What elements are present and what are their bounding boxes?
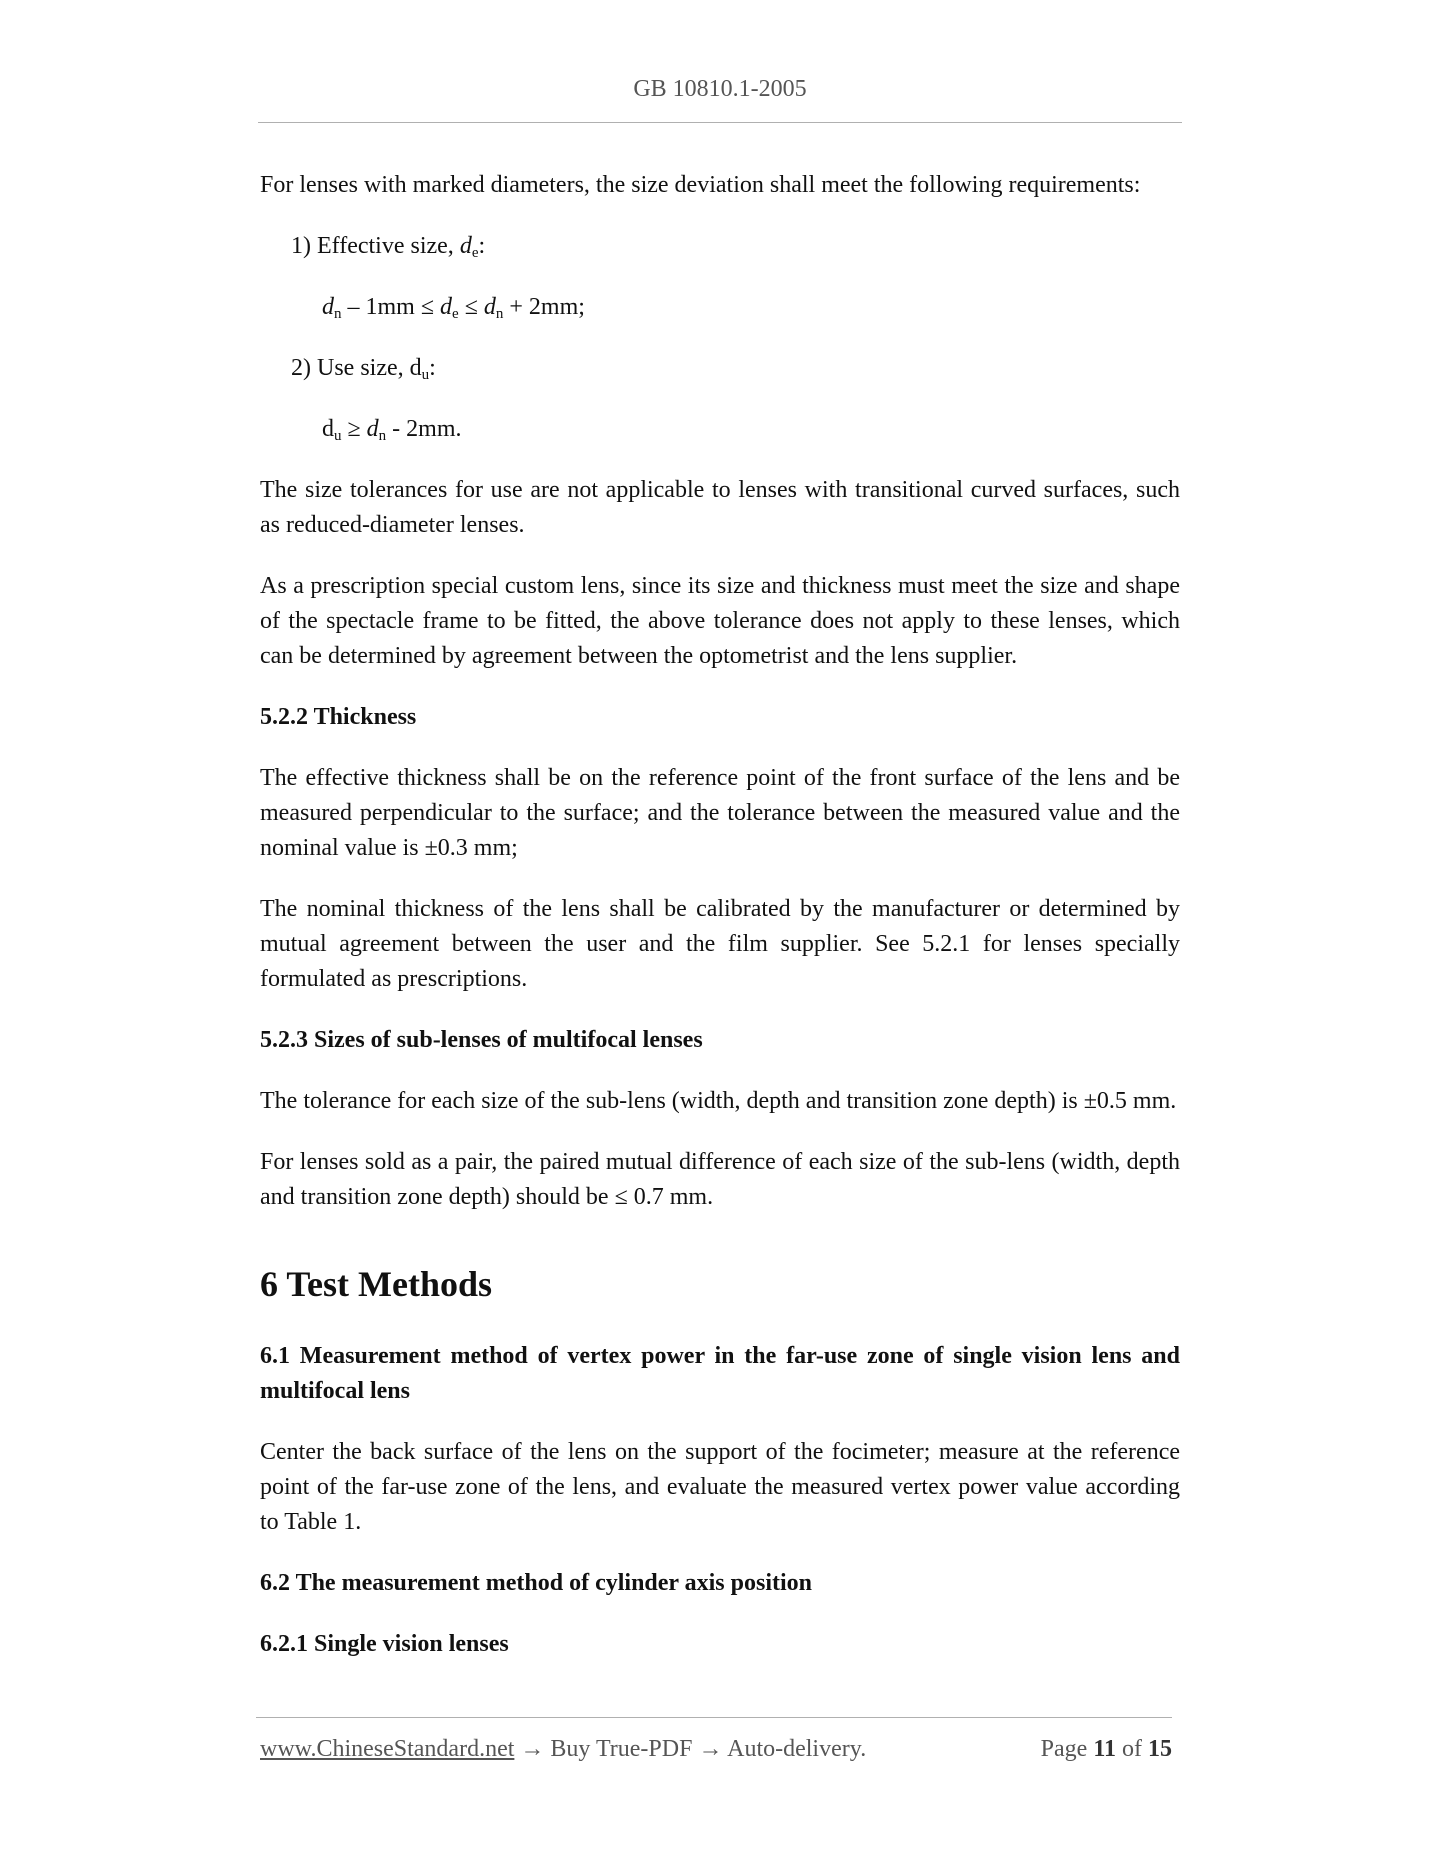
item1-sub: e: [471, 245, 479, 261]
header-divider: [258, 122, 1182, 123]
paragraph-sublens-1: The tolerance for each size of the sub-lens (width, depth and transition zone depth) is ±0.5 mm.: [260, 1088, 1177, 1114]
page-word: Page: [1040, 1736, 1094, 1762]
list-item-use-size: [260, 351, 1180, 386]
f1-sub-n: n: [334, 306, 342, 322]
formula-effective-size: [260, 290, 1180, 325]
heading-6-1: 6.1 Measurement method of vertex power in the far-use zone of single vision lens and multifocal lens: [260, 1343, 1180, 1404]
f2-text-2: - 2mm.: [386, 416, 462, 442]
f2-text-1: ≥: [341, 416, 367, 442]
footer-tagline: → Buy True-PDF → Auto-delivery.: [514, 1736, 867, 1762]
item1-colon: :: [478, 233, 486, 259]
f1-sub-e: e: [452, 306, 459, 322]
list-item-effective-size: [260, 229, 1180, 264]
heading-6-2: 6.2 The measurement method of cylinder axis position: [260, 1570, 813, 1596]
of-word: of: [1116, 1736, 1148, 1762]
f2-sub-u: u: [334, 428, 342, 444]
paragraph-thickness-2: The nominal thickness of the lens shall be calibrated by the manufacturer or determined by mutual agreement between the user and the film supplier. See 5.2.1 for lenses specially formulated as prescriptions.: [260, 896, 1180, 992]
page-current: 11: [1093, 1736, 1116, 1762]
paragraph-thickness-1: The effective thickness shall be on the reference point of the front surface of the lens and be measured perpendicular to the surface; and the tolerance between the measured value and the nominal value is ±0.3 mm;: [260, 765, 1180, 861]
item2-sub: u: [421, 367, 430, 383]
item1-label: 1) Effective size,: [291, 233, 460, 259]
page-total: 15: [1148, 1736, 1172, 1762]
page-number: [1041, 1736, 1172, 1763]
paragraph-6-1: Center the back surface of the lens on the support of the focimeter; measure at the reference point of the far-use zone of the lens, and evaluate the measured vertex power value according to Table 1.: [260, 1439, 1180, 1535]
f1-text-1: – 1mm ≤: [341, 294, 441, 320]
heading-5-2-3: 5.2.3 Sizes of sub-lenses of multifocal lenses: [260, 1027, 703, 1053]
heading-6-test-methods: 6 Test Methods: [260, 1264, 493, 1304]
f1-var-de: d: [440, 294, 453, 320]
paragraph-prescription: As a prescription special custom lens, since its size and thickness must meet the size and shape of the spectacle frame to be fitted, the above tolerance does not apply to these lenses, which can be determined by agreement between the optometrist and the lens supplier.: [260, 573, 1180, 669]
footer-divider: [256, 1717, 1172, 1718]
f2-sub-n: n: [378, 428, 387, 444]
paragraph-tolerance: The size tolerances for use are not applicable to lenses with transitional curved surfaces, such as reduced-diameter lenses.: [260, 477, 1180, 538]
f2-var-dn: d: [366, 416, 379, 442]
footer-left: [260, 1736, 866, 1763]
formula-use-size: [260, 412, 1180, 447]
heading-6-2-1: 6.2.1 Single vision lenses: [260, 1631, 509, 1657]
heading-5-2-2: 5.2.2 Thickness: [260, 704, 417, 730]
f1-text-2: ≤: [458, 294, 484, 320]
paragraph-intro: For lenses with marked diameters, the size deviation shall meet the following requirements:: [260, 172, 1141, 198]
item2-colon: :: [429, 355, 436, 381]
f2-var-du: d: [322, 416, 334, 442]
f1-sub-n2: n: [495, 306, 504, 322]
item1-var: d: [459, 233, 472, 259]
website-link[interactable]: www.ChineseStandard.net: [260, 1736, 515, 1762]
document-body: [260, 168, 1180, 1688]
page-footer: [260, 1736, 1172, 1763]
paragraph-sublens-2: For lenses sold as a pair, the paired mutual difference of each size of the sub-lens (width, depth and transition zone depth) should be ≤ 0.7 mm.: [260, 1149, 1180, 1210]
item2-label: 2) Use size, d: [291, 355, 422, 381]
f1-text-3: + 2mm;: [503, 294, 585, 320]
f1-var-dn2: d: [483, 294, 496, 320]
page-header: GB 10810.1-2005: [633, 76, 807, 102]
f1-var-dn: d: [322, 294, 334, 320]
